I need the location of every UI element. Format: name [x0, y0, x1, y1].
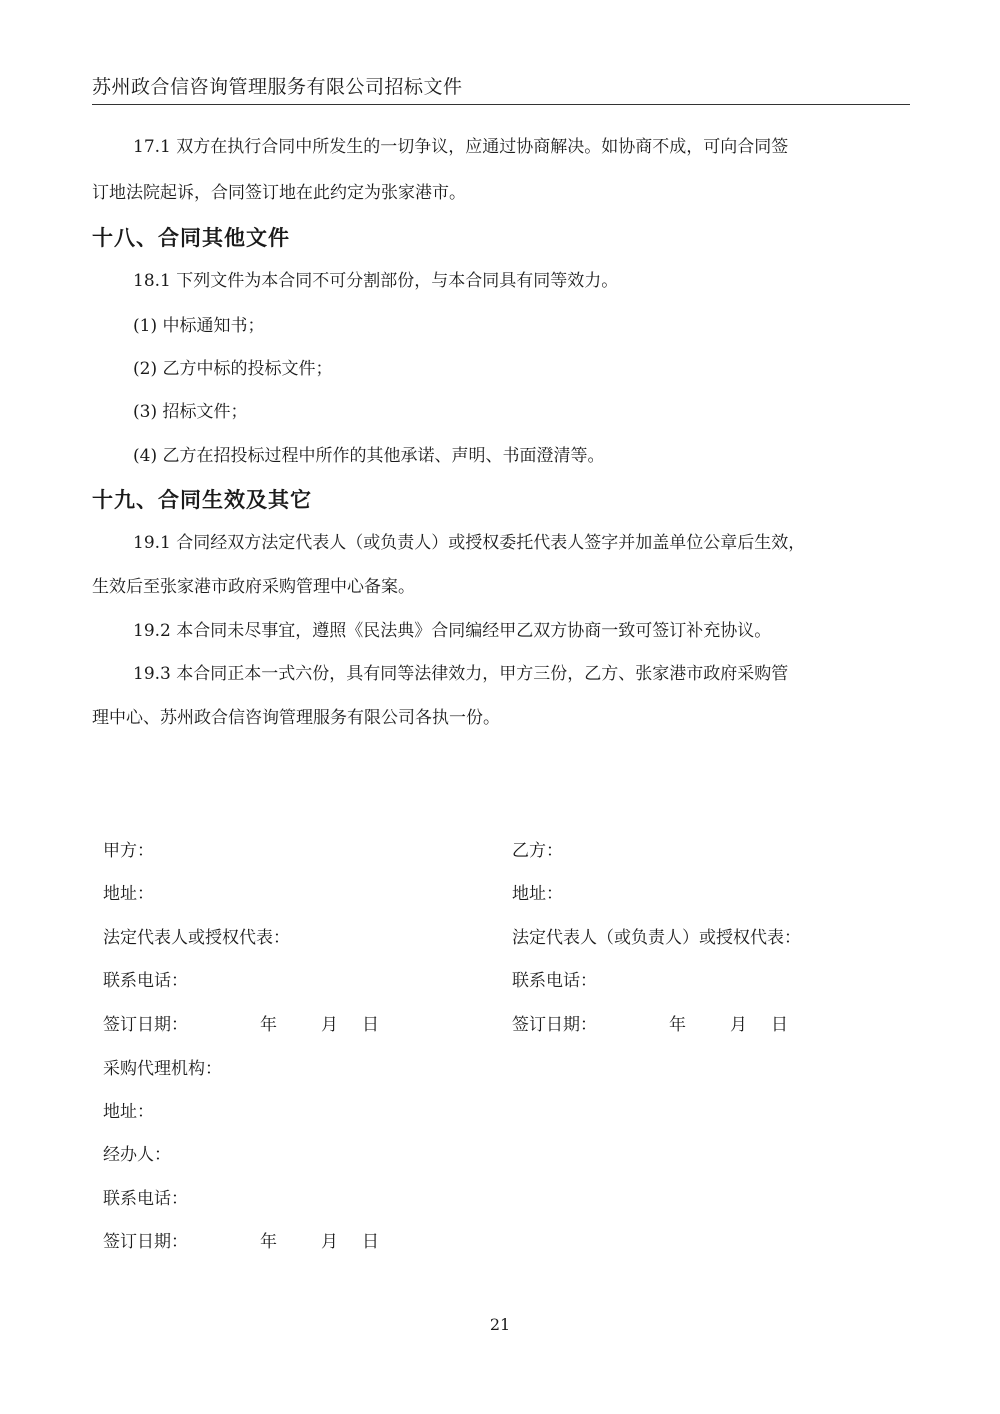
clause-19-1-line1: 19.1 合同经双方法定代表人（或负责人）或授权委托代表人签字并加盖单位公章后生效， — [133, 533, 806, 553]
party-b-rep-label: 法定代表人（或负责人）或授权代表： — [512, 928, 801, 948]
clause-17-1-line1: 17.1 双方在执行合同中所发生的一切争议，应通过协商解决。如协商不成，可向合同签 — [133, 137, 789, 157]
party-a-date-row — [103, 1013, 379, 1037]
page-number: 21 — [489, 1315, 511, 1334]
party-a-name-label: 甲方： — [103, 841, 154, 861]
agency-name-label: 采购代理机构： — [103, 1059, 222, 1079]
party-b-year: 年 — [669, 1015, 686, 1035]
list-item-2: (2) 乙方中标的投标文件； — [133, 359, 333, 379]
party-b-address-label: 地址： — [512, 884, 563, 904]
agency-date-label: 签订日期： — [103, 1232, 188, 1252]
party-b-day: 日 — [771, 1015, 788, 1035]
agency-handler-label: 经办人： — [103, 1145, 171, 1165]
party-a-address-label: 地址： — [103, 884, 154, 904]
agency-month: 月 — [321, 1232, 338, 1252]
party-a-date-label: 签订日期： — [103, 1015, 188, 1035]
clause-19-3-line1: 19.3 本合同正本一式六份，具有同等法律效力，甲方三份，乙方、张家港市政府采购管 — [133, 664, 789, 684]
party-a-rep-label: 法定代表人或授权代表： — [103, 928, 290, 948]
party-a-month: 月 — [321, 1015, 338, 1035]
clause-19-3-line2: 理中心、苏州政合信咨询管理服务有限公司各执一份。 — [92, 708, 500, 728]
agency-phone-label: 联系电话： — [103, 1189, 188, 1209]
clause-19-2: 19.2 本合同未尽事宜，遵照《民法典》合同编经甲乙双方协商一致可签订补充协议。 — [133, 621, 772, 641]
agency-date-row — [103, 1230, 379, 1254]
clause-17-1-line2: 订地法院起诉，合同签订地在此约定为张家港市。 — [92, 183, 466, 203]
party-b-month: 月 — [730, 1015, 747, 1035]
document-header: 苏州政合信咨询管理服务有限公司招标文件 — [92, 74, 910, 105]
party-b-date-row — [512, 1013, 788, 1037]
clause-19-1-line2: 生效后至张家港市政府采购管理中心备案。 — [92, 577, 415, 597]
list-item-3: (3) 招标文件； — [133, 402, 248, 422]
list-item-4: (4) 乙方在招投标过程中所作的其他承诺、声明、书面澄清等。 — [133, 446, 605, 466]
party-a-day: 日 — [362, 1015, 379, 1035]
party-a-phone-label: 联系电话： — [103, 971, 188, 991]
party-a-year: 年 — [260, 1015, 277, 1035]
list-item-1: (1) 中标通知书； — [133, 316, 265, 336]
party-b-phone-label: 联系电话： — [512, 971, 597, 991]
section-heading-18: 十八、合同其他文件 — [92, 225, 290, 250]
party-b-date-label: 签订日期： — [512, 1015, 597, 1035]
clause-18-1: 18.1 下列文件为本合同不可分割部份，与本合同具有同等效力。 — [133, 271, 619, 291]
agency-address-label: 地址： — [103, 1102, 154, 1122]
agency-day: 日 — [362, 1232, 379, 1252]
agency-year: 年 — [260, 1232, 277, 1252]
section-heading-19: 十九、合同生效及其它 — [92, 487, 312, 512]
party-b-name-label: 乙方： — [512, 841, 563, 861]
